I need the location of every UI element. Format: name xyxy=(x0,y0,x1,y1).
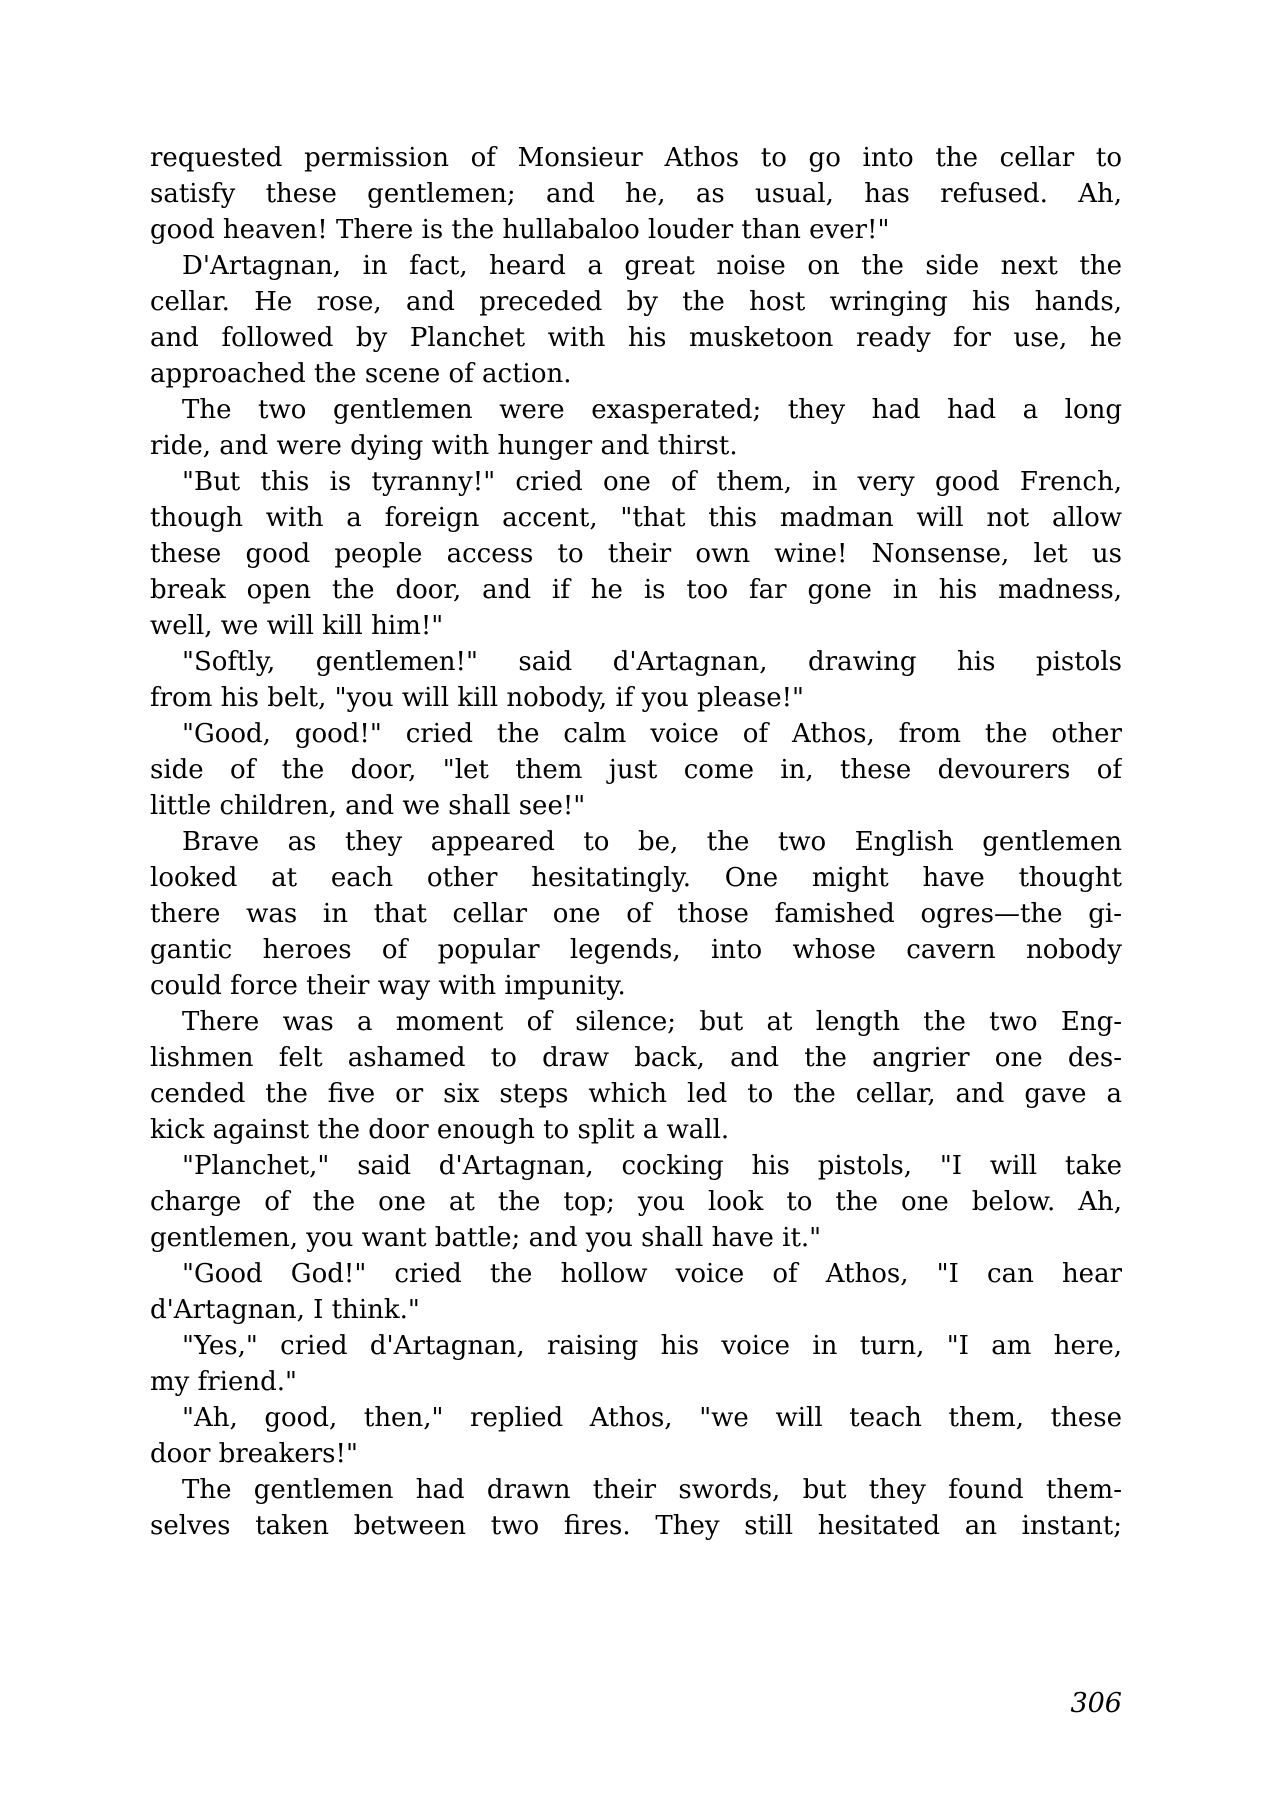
text-line: side of the door, "let them just come in, these devourers of xyxy=(150,755,1122,785)
text-line: "Good, good!" cried the calm voice of Athos, from the other xyxy=(182,719,1122,749)
text-line: charge of the one at the top; you look to the one below. Ah, xyxy=(150,1187,1122,1217)
text-line: good heaven! There is the hullabaloo louder than ever!" xyxy=(150,215,890,245)
text-line: ride, and were dying with hunger and thirst. xyxy=(150,431,738,461)
text-line: There was a moment of silence; but at length the two Eng- xyxy=(182,1007,1122,1037)
text-line: "Softly, gentlemen!" said d'Artagnan, drawing his pistols xyxy=(182,647,1122,677)
text-line: well, we will kill him!" xyxy=(150,611,444,641)
text-line: though with a foreign accent, "that this madman will not allow xyxy=(150,503,1122,533)
text-line: from his belt, "you will kill nobody, if you please!" xyxy=(150,683,804,713)
text-line: "Planchet," said d'Artagnan, cocking his pistols, "I will take xyxy=(182,1151,1122,1181)
text-line: my friend." xyxy=(150,1367,297,1397)
text-line: door breakers!" xyxy=(150,1439,358,1469)
text-line: gantic heroes of popular legends, into whose cavern nobody xyxy=(150,935,1122,965)
text-line: looked at each other hesitatingly. One might have thought xyxy=(150,863,1122,893)
paragraph xyxy=(150,140,1122,248)
text-line: d'Artagnan, I think." xyxy=(150,1295,420,1325)
text-line: cellar. He rose, and preceded by the host wringing his hands, xyxy=(150,287,1122,317)
page-number: 306 xyxy=(1070,1688,1122,1719)
text-line: could force their way with impunity. xyxy=(150,971,626,1001)
paragraph xyxy=(150,1148,1122,1256)
text-line: approached the scene of action. xyxy=(150,359,572,389)
text-line: The gentlemen had drawn their swords, but they found them- xyxy=(182,1475,1122,1505)
paragraph xyxy=(150,248,1122,392)
paragraph xyxy=(150,644,1122,716)
text-line: "Yes," cried d'Artagnan, raising his voice in turn, "I am here, xyxy=(182,1331,1122,1361)
paragraph xyxy=(150,1400,1122,1472)
text-line: Brave as they appeared to be, the two English gentlemen xyxy=(182,827,1122,857)
text-line: "Good God!" cried the hollow voice of Athos, "I can hear xyxy=(182,1259,1122,1289)
text-line: selves taken between two fires. They still hesitated an instant; xyxy=(150,1511,1122,1541)
text-line: there was in that cellar one of those famished ogres—the gi- xyxy=(150,899,1122,929)
paragraph xyxy=(150,824,1122,1004)
text-line: little children, and we shall see!" xyxy=(150,791,586,821)
page-text xyxy=(150,140,1122,1544)
text-line: and followed by Planchet with his musketoon ready for use, he xyxy=(150,323,1122,353)
paragraph xyxy=(150,464,1122,644)
text-line: satisfy these gentlemen; and he, as usual, has refused. Ah, xyxy=(150,179,1122,209)
text-line: kick against the door enough to split a wall. xyxy=(150,1115,730,1145)
text-line: cended the five or six steps which led to the cellar, and gave a xyxy=(150,1079,1122,1109)
paragraph xyxy=(150,1472,1122,1544)
text-line: "But this is tyranny!" cried one of them, in very good French, xyxy=(182,467,1122,497)
paragraph xyxy=(150,392,1122,464)
paragraph xyxy=(150,1256,1122,1328)
paragraph xyxy=(150,1328,1122,1400)
text-line: break open the door, and if he is too far gone in his madness, xyxy=(150,575,1122,605)
text-line: these good people access to their own wine! Nonsense, let us xyxy=(150,539,1122,569)
paragraph xyxy=(150,716,1122,824)
text-line: requested permission of Monsieur Athos to go into the cellar to xyxy=(150,143,1122,173)
text-line: lishmen felt ashamed to draw back, and the angrier one des- xyxy=(150,1043,1122,1073)
text-line: D'Artagnan, in fact, heard a great noise on the side next the xyxy=(182,251,1122,281)
paragraph xyxy=(150,1004,1122,1148)
text-line: "Ah, good, then," replied Athos, "we will teach them, these xyxy=(182,1403,1122,1433)
text-line: The two gentlemen were exasperated; they had had a long xyxy=(182,395,1122,425)
text-line: gentlemen, you want battle; and you shall have it." xyxy=(150,1223,822,1253)
